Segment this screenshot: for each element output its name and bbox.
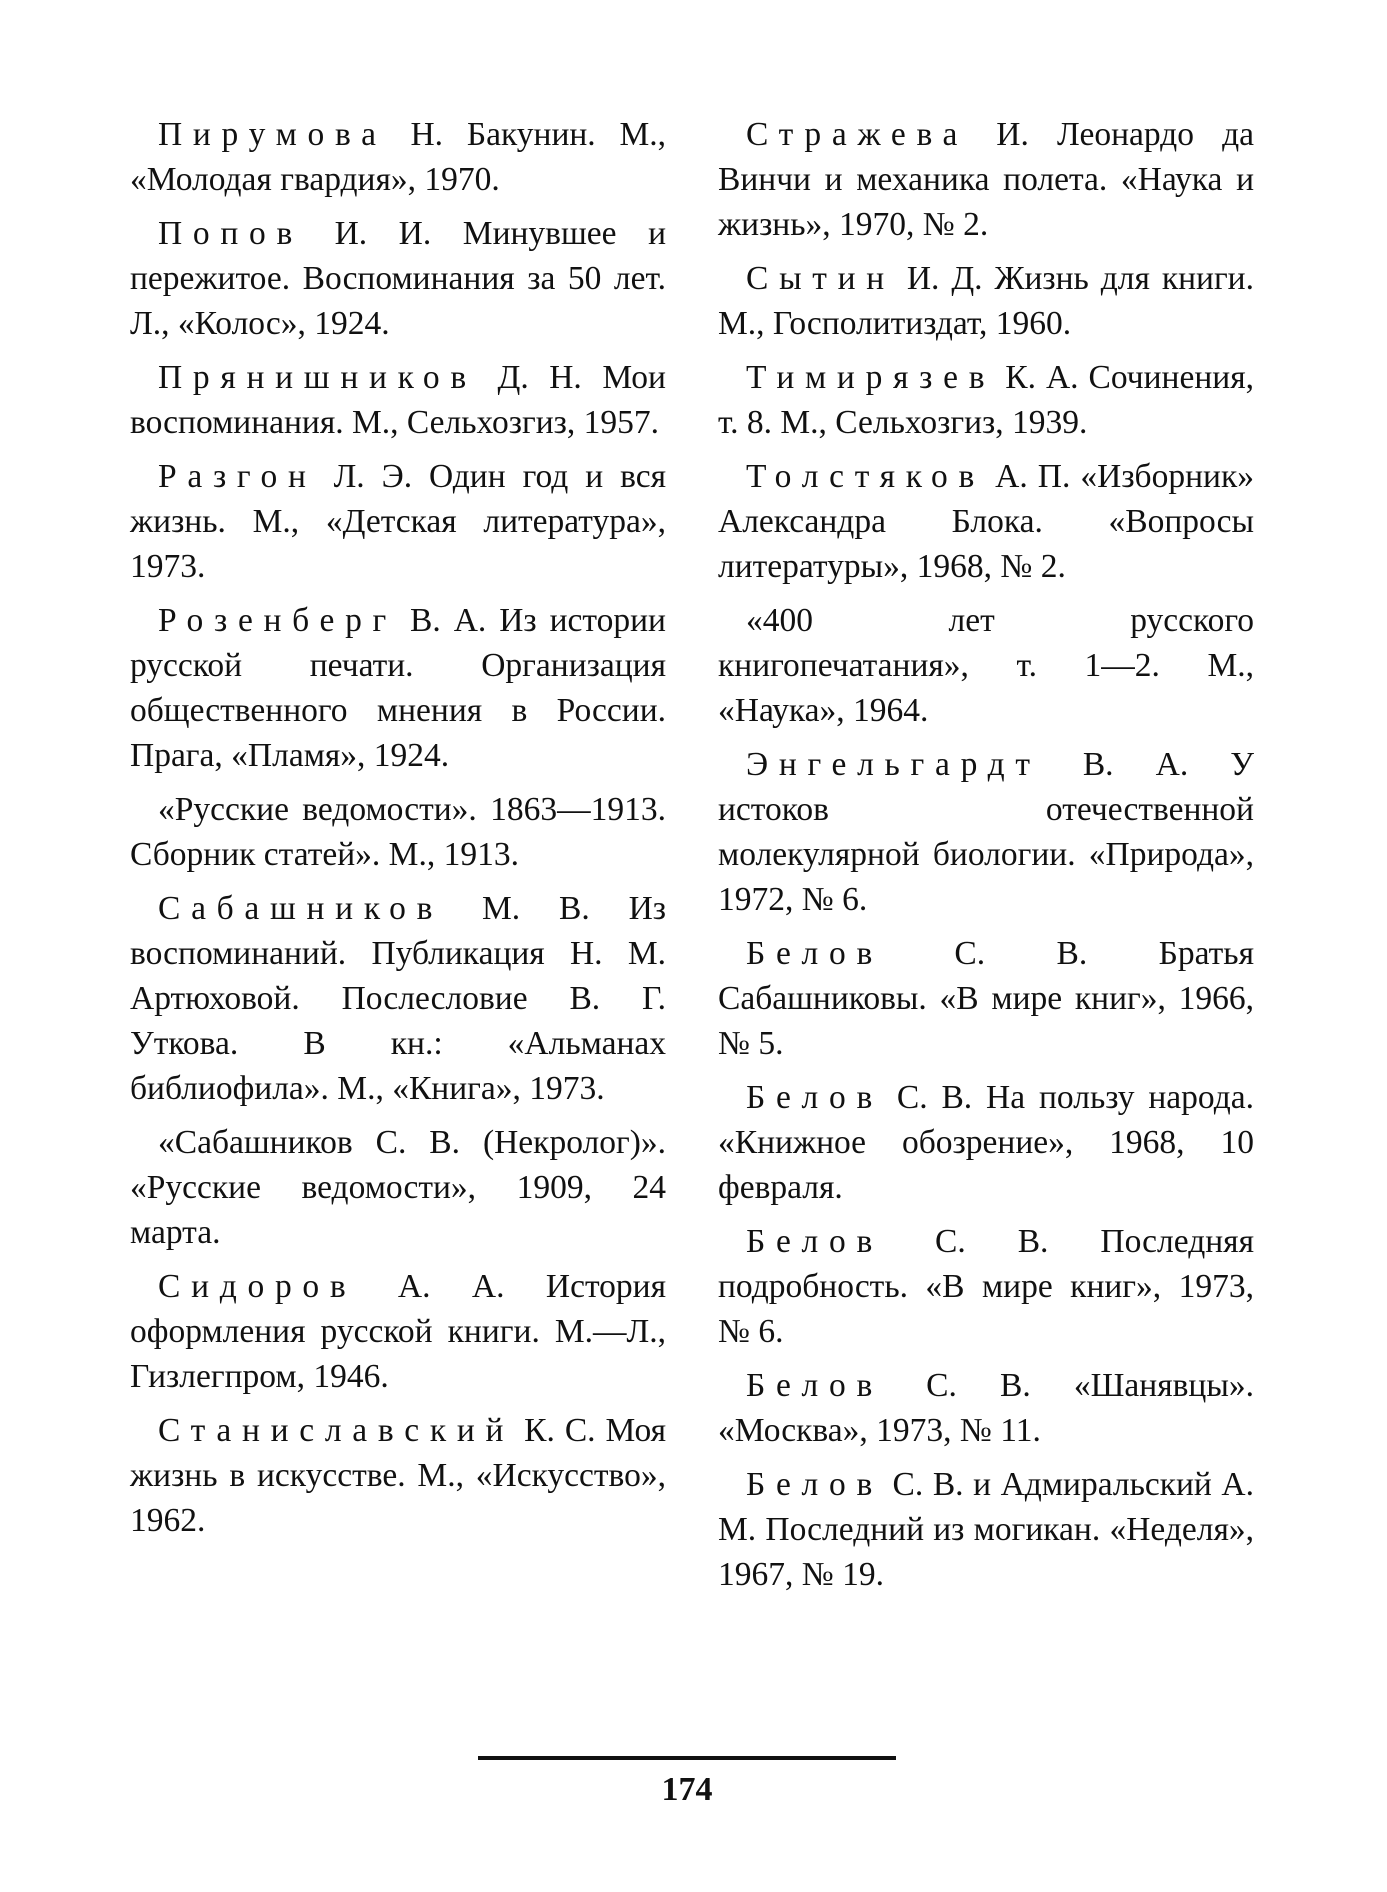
entry-author: Белов [746,935,883,972]
entry-text: И. Д. Жизнь для книги. М., Госполитиздат, 1960. [718,260,1254,342]
entry-author: Толстяков [746,458,986,495]
entry-text: К. А. Сочинения, т. 8. М., Сельхозгиз, 1939. [718,359,1254,441]
entry-author: Тимирязев [746,359,996,396]
entry-author: Пирумова [158,116,387,153]
entry-text: В. А. У истоков отечественной молекулярной биологии. «Природа», 1972, № 6. [718,746,1254,918]
bibliography-entry [718,1462,1254,1597]
bibliography-entry [130,787,666,877]
entry-text: «400 лет русского книгопечатания», т. 1—2. М., «Наука», 1964. [718,602,1254,729]
page-number: 174 [661,1771,713,1808]
entry-text: С. В. Последняя подробность. «В мире книг», 1973, № 6. [718,1223,1254,1350]
entry-text: С. В. Братья Сабашниковы. «В мире книг», 1966, № 5. [718,935,1254,1062]
entry-author: Белов [746,1367,883,1404]
bibliography-entry [718,742,1254,922]
entry-author: Энгельгардт [746,746,1041,783]
entry-text: С. В. и Адмиральский А. М. Последний из могикан. «Неделя», 1967, № 19. [718,1466,1254,1593]
entry-author: Розенберг [158,602,398,639]
bibliography-entry [718,1219,1254,1354]
entry-text: «Сабашников С. В. (Некролог)». «Русские ведомости», 1909, 24 марта. [130,1124,666,1251]
entry-text: «Русские ведомости». 1863—1913. Сборник статей». М., 1913. [130,791,666,873]
bibliography-entry [718,931,1254,1066]
bibliography-entry [718,112,1254,247]
bibliography-entry [718,256,1254,346]
bibliography-entry [130,598,666,778]
entry-author: Белов [746,1466,883,1503]
entry-text: Н. Бакунин. М., «Молодая гвардия», 1970. [130,116,666,198]
entry-author: Сабашников [158,890,444,927]
bibliography-entry [130,355,666,445]
entry-text: С. В. «Шанявцы». «Москва», 1973, № 11. [718,1367,1254,1449]
bibliography-column-right [718,112,1254,1606]
entry-text: В. А. Из истории русской печати. Организация общественного мнения в России. Прага, «Пламя», 1924. [130,602,666,774]
entry-author: Станиславский [158,1412,515,1449]
entry-text: С. В. На пользу народа. «Книжное обозрение», 1968, 10 февраля. [718,1079,1254,1206]
entry-author: Стражева [746,116,969,153]
entry-author: Сытин [746,260,895,297]
bibliography-entry [718,454,1254,589]
bibliography-entry [130,1120,666,1255]
bibliography-entry [718,598,1254,733]
bibliography-entry [130,454,666,589]
bibliography-entry [718,1075,1254,1210]
entry-author: Белов [746,1223,883,1260]
entry-author: Попов [158,215,304,252]
bibliography-entry [130,1408,666,1543]
entry-text: А. П. «Изборник» Александра Блока. «Вопросы литературы», 1968, № 2. [718,458,1254,585]
bibliography-entry [130,112,666,202]
bibliography-entry [130,1264,666,1399]
entry-text: И. И. Минувшее и пережитое. Воспоминания за 50 лет. Л., «Колос», 1924. [130,215,666,342]
entry-text: М. В. Из воспоминаний. Публикация Н. М. Артюховой. Послесловие В. Г. Уткова. В кн.: «Альманах библиофила». М., «Книга», 1973. [130,890,666,1107]
footer-rule [478,1756,896,1760]
bibliography-entry [130,886,666,1111]
bibliography-entry [718,1363,1254,1453]
entry-author: Белов [746,1079,883,1116]
entry-author: Сидоров [158,1268,357,1305]
entry-text: Д. Н. Мои воспоминания. М., Сельхозгиз, 1957. [130,359,666,441]
entry-author: Прянишников [158,359,477,396]
bibliography-column-left [130,112,666,1552]
entry-text: Л. Э. Один год и вся жизнь. М., «Детская литература», 1973. [130,458,666,585]
entry-text: И. Леонардо да Винчи и механика полета. «Наука и жизнь», 1970, № 2. [718,116,1254,243]
entry-text: А. А. История оформления русской книги. М.—Л., Гизлегпром, 1946. [130,1268,666,1395]
bibliography-entry [718,355,1254,445]
bibliography-entry [130,211,666,346]
entry-text: К. С. Моя жизнь в искусстве. М., «Искусство», 1962. [130,1412,666,1539]
entry-author: Разгон [158,458,317,495]
